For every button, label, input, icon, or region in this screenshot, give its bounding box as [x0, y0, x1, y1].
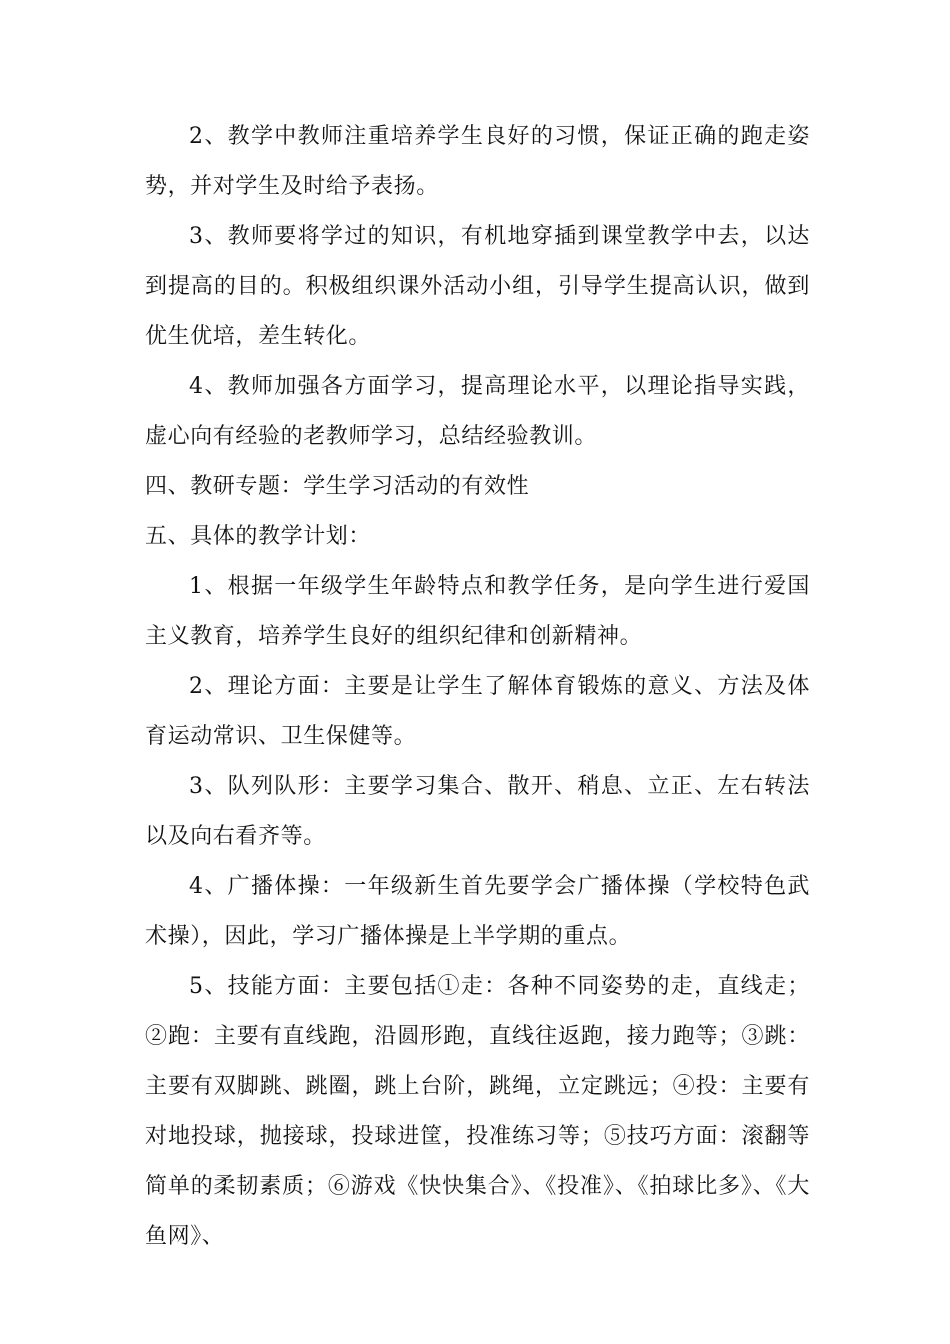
plan-item-3-formation: 3、队列队形：主要学习集合、散开、稍息、立正、左右转法以及向右看齐等。 — [145, 774, 810, 849]
paragraph-item-3-knowledge: 3、教师要将学过的知识，有机地穿插到课堂教学中去，以达到提高的目的。积极组织课外活动小组，引导学生提高认识，做到优生优培，差生转化。 — [145, 224, 810, 349]
plan-item-4-exercises: 4、广播体操：一年级新生首先要学会广播体操（学校特色武术操），因此，学习广播体操是上半学期的重点。 — [145, 874, 810, 949]
document-body — [145, 112, 810, 1262]
paragraph-item-4-teacher-study: 4、教师加强各方面学习，提高理论水平，以理论指导实践，虚心向有经验的老教师学习，总结经验教训。 — [145, 374, 810, 449]
plan-item-1-education: 1、根据一年级学生年龄特点和教学任务，是向学生进行爱国主义教育，培养学生良好的组织纪律和创新精神。 — [145, 574, 810, 649]
section-heading-teaching-plan: 五、具体的教学计划： — [145, 524, 372, 549]
plan-item-5-skills: 5、技能方面：主要包括①走：各种不同姿势的走，直线走；②跑：主要有直线跑，沿圆形跑，直线往返跑，接力跑等；③跳：主要有双脚跳、跳圈，跳上台阶，跳绳，立定跳远；④投：主要有对地投球，抛接球，投球进筐，投准练习等；⑤技巧方面：滚翻等简单的柔韧素质；⑥游戏《快快集合》、《投准》、《拍球比多》、《大鱼网》、 — [145, 974, 810, 1249]
paragraph-item-2-habits: 2、教学中教师注重培养学生良好的习惯，保证正确的跑走姿势，并对学生及时给予表扬。 — [145, 124, 810, 199]
plan-item-2-theory: 2、理论方面：主要是让学生了解体育锻炼的意义、方法及体育运动常识、卫生保健等。 — [145, 674, 810, 749]
section-heading-research-topic: 四、教研专题：学生学习活动的有效性 — [145, 474, 530, 499]
